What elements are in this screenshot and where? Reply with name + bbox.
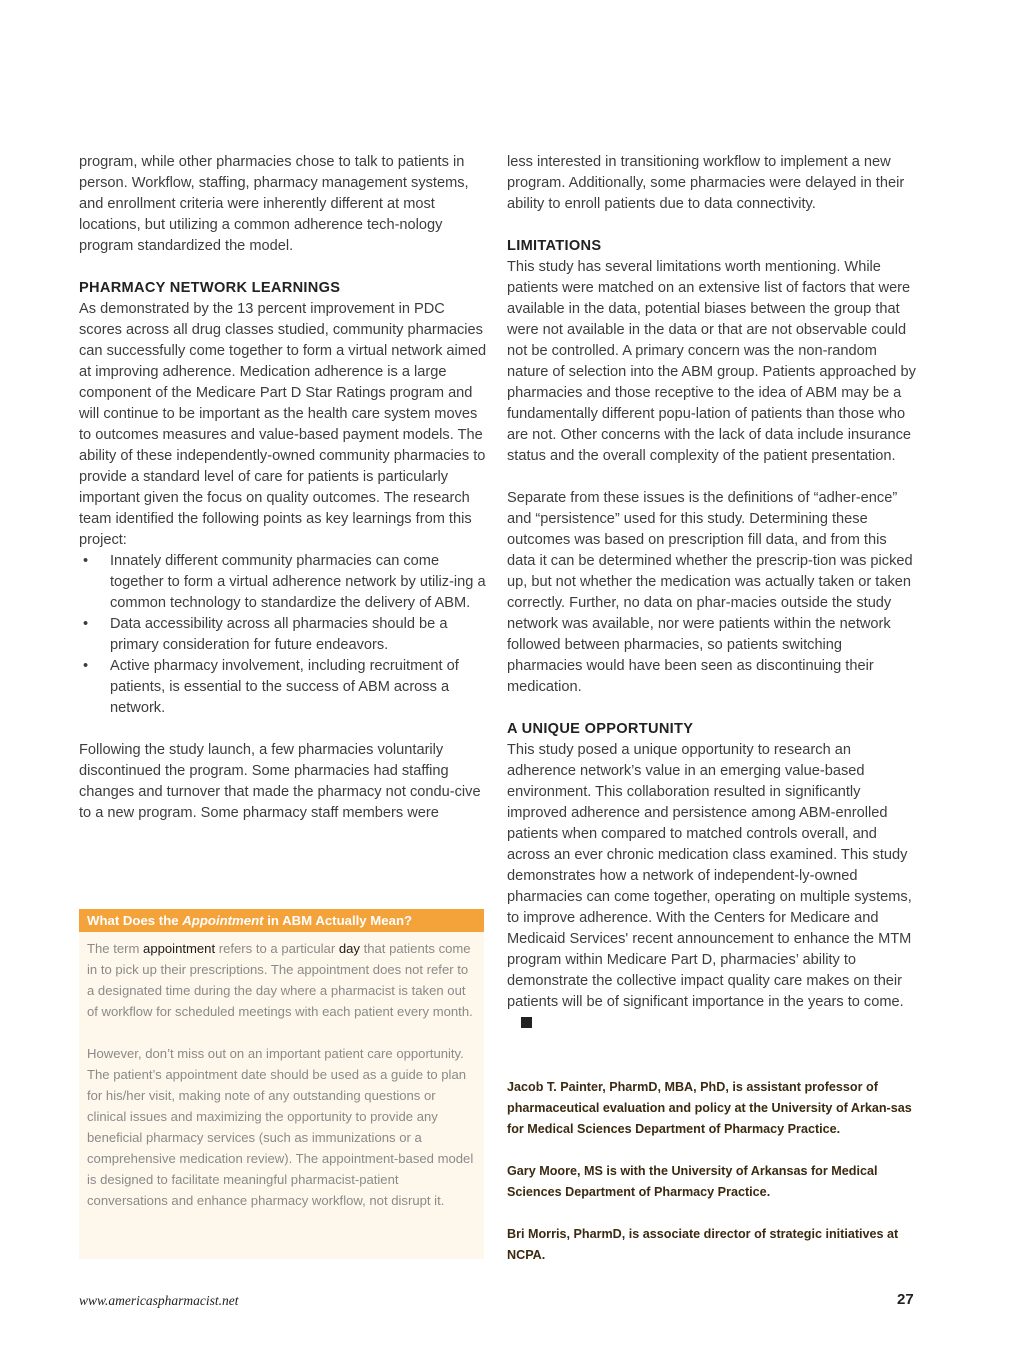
intro-paragraph: program, while other pharmacies chose to talk to patients in person. Workflow, staffing, pharmacy management systems, and enrollment criteria were inherently different at most locations, but utilizing a common adherence tech-nology program standardized the model. (79, 154, 469, 254)
definitions-paragraph: Separate from these issues is the definitions of “adher-ence” and “persistence” used for this study. Determining these outcomes was based on prescription fill data, and from this data it can be determined whether the prescrip-tion was picked up, but not whether the medication was actually taken or taken correctly. Further, no data on phar-macies outside the study network was available, nor were patients within the network followed between pharmacies, so patients switching pharmacies would have been seen as discontinuing their medication. (507, 490, 913, 695)
left-column (79, 152, 487, 824)
network-learnings-paragraph: As demonstrated by the 13 percent improvement in PDC scores across all drug classes studied, community pharmacies can successfully come together to form a virtual network aimed at improving adherence. Medication adherence is a large component of the Medicare Part D Star Ratings program and will continue to be important as the health care system moves to outcomes measures and value-based payment models. The ability of these independently-owned community pharmacies to provide a standard level of care for patients is particularly important given the focus on quality outcomes. The research team identified the following points as key learnings from this project: (79, 301, 487, 548)
sidebar-paragraph: The term appointment refers to a particular day that patients come in to pick up their prescriptions. The appointment does not refer to a designated time during the day where a pharmacist is taken out of workflow for scheduled meetings with each patient every month. (87, 941, 473, 1019)
end-mark-icon (521, 1017, 532, 1028)
author-bio: Gary Moore, MS is with the University of Arkansas for Medical Sciences Department of Pharmacy Practice. (507, 1164, 878, 1199)
footer-website: www.americaspharmacist.net (79, 1293, 239, 1308)
right-column (507, 152, 919, 1034)
following-launch-paragraph: Following the study launch, a few pharmacies voluntarily discontinued the program. Some pharmacies had staffing changes and turnover that made the pharmacy not condu-cive to a new program. Some pharmacy staff members were (79, 742, 481, 821)
author-bio: Bri Morris, PharmD, is associate director of strategic initiatives at NCPA. (507, 1227, 899, 1262)
limitations-heading: LIMITATIONS (507, 238, 602, 254)
unique-opportunity-heading: A UNIQUE OPPORTUNITY (507, 721, 694, 737)
unique-opportunity-paragraph: This study posed a unique opportunity to research an adherence network’s value in an emerging value-based environment. This collaboration resulted in significantly improved adherence and persistence among ABM-enrolled patients when compared to matched controls overall, and across an ever chronic medication class examined. This study demonstrates how a network of independent-ly-owned pharmacies can come together, operating on multiple systems, to improve adherence. With the Centers for Medicare and Medicaid Services' recent announcement to enhance the MTM program within Medicare Part D, pharmacies’ ability to demonstrate the collective impact quality care makes on their patients will be of significant importance in the years to come. (507, 740, 919, 1034)
appointment-sidebar (79, 909, 484, 1259)
continued-paragraph: less interested in transitioning workflow to implement a new program. Additionally, some pharmacies were delayed in their ability to enroll patients due to data connectivity. (507, 154, 905, 212)
author-bios (507, 1077, 917, 1266)
list-item: • Data accessibility across all pharmacies should be a primary consideration for future endeavors. (83, 616, 448, 653)
limitations-paragraph: This study has several limitations worth mentioning. While patients were matched on an extensive list of factors that were available in the data, potential biases between the group that were not available in the data or that are not observable could not be controlled. A primary concern was the non-random nature of selection into the ABM group. Patients approached by pharmacies and those receptive to the idea of ABM may be a fundamentally different popu-lation of patients than those who are not. Other concerns with the lack of data include insurance status and the overall complexity of the patient presentation. (507, 259, 916, 464)
sidebar-body (79, 932, 484, 1211)
network-learnings-heading: PHARMACY NETWORK LEARNINGS (79, 280, 341, 296)
sidebar-paragraph: However, don’t miss out on an important patient care opportunity. The patient’s appointment date should be used as a guide to plan for his/her visit, making note of any outstanding questions or clinical issues and maximizing the opportunity to provide any beneficial pharmacy services (such as immunizations or a comprehensive medication review). The appointment-based model is designed to facilitate meaningful pharmacist-patient conversations and enhance pharmacy workflow, not disrupt it. (87, 1046, 474, 1208)
bullet-marker: • (83, 616, 89, 632)
author-bio: Jacob T. Painter, PharmD, MBA, PhD, is assistant professor of pharmaceutical evaluation and policy at the University of Arkan-sas for Medical Sciences Department of Pharmacy Practice. (507, 1080, 912, 1136)
page-number: 27 (897, 1291, 914, 1308)
bullet-marker: • (83, 658, 89, 674)
list-item: • Innately different community pharmacies can come together to form a virtual adherence network by utiliz-ing a common technology to standardize the delivery of ABM. (83, 553, 486, 611)
key-learnings-list (79, 551, 487, 719)
bullet-marker: • (83, 553, 89, 569)
sidebar-title: What Does the Appointment in ABM Actually Mean? (79, 909, 484, 932)
list-item: • Active pharmacy involvement, including recruitment of patients, is essential to the success of ABM across a network. (83, 658, 459, 716)
